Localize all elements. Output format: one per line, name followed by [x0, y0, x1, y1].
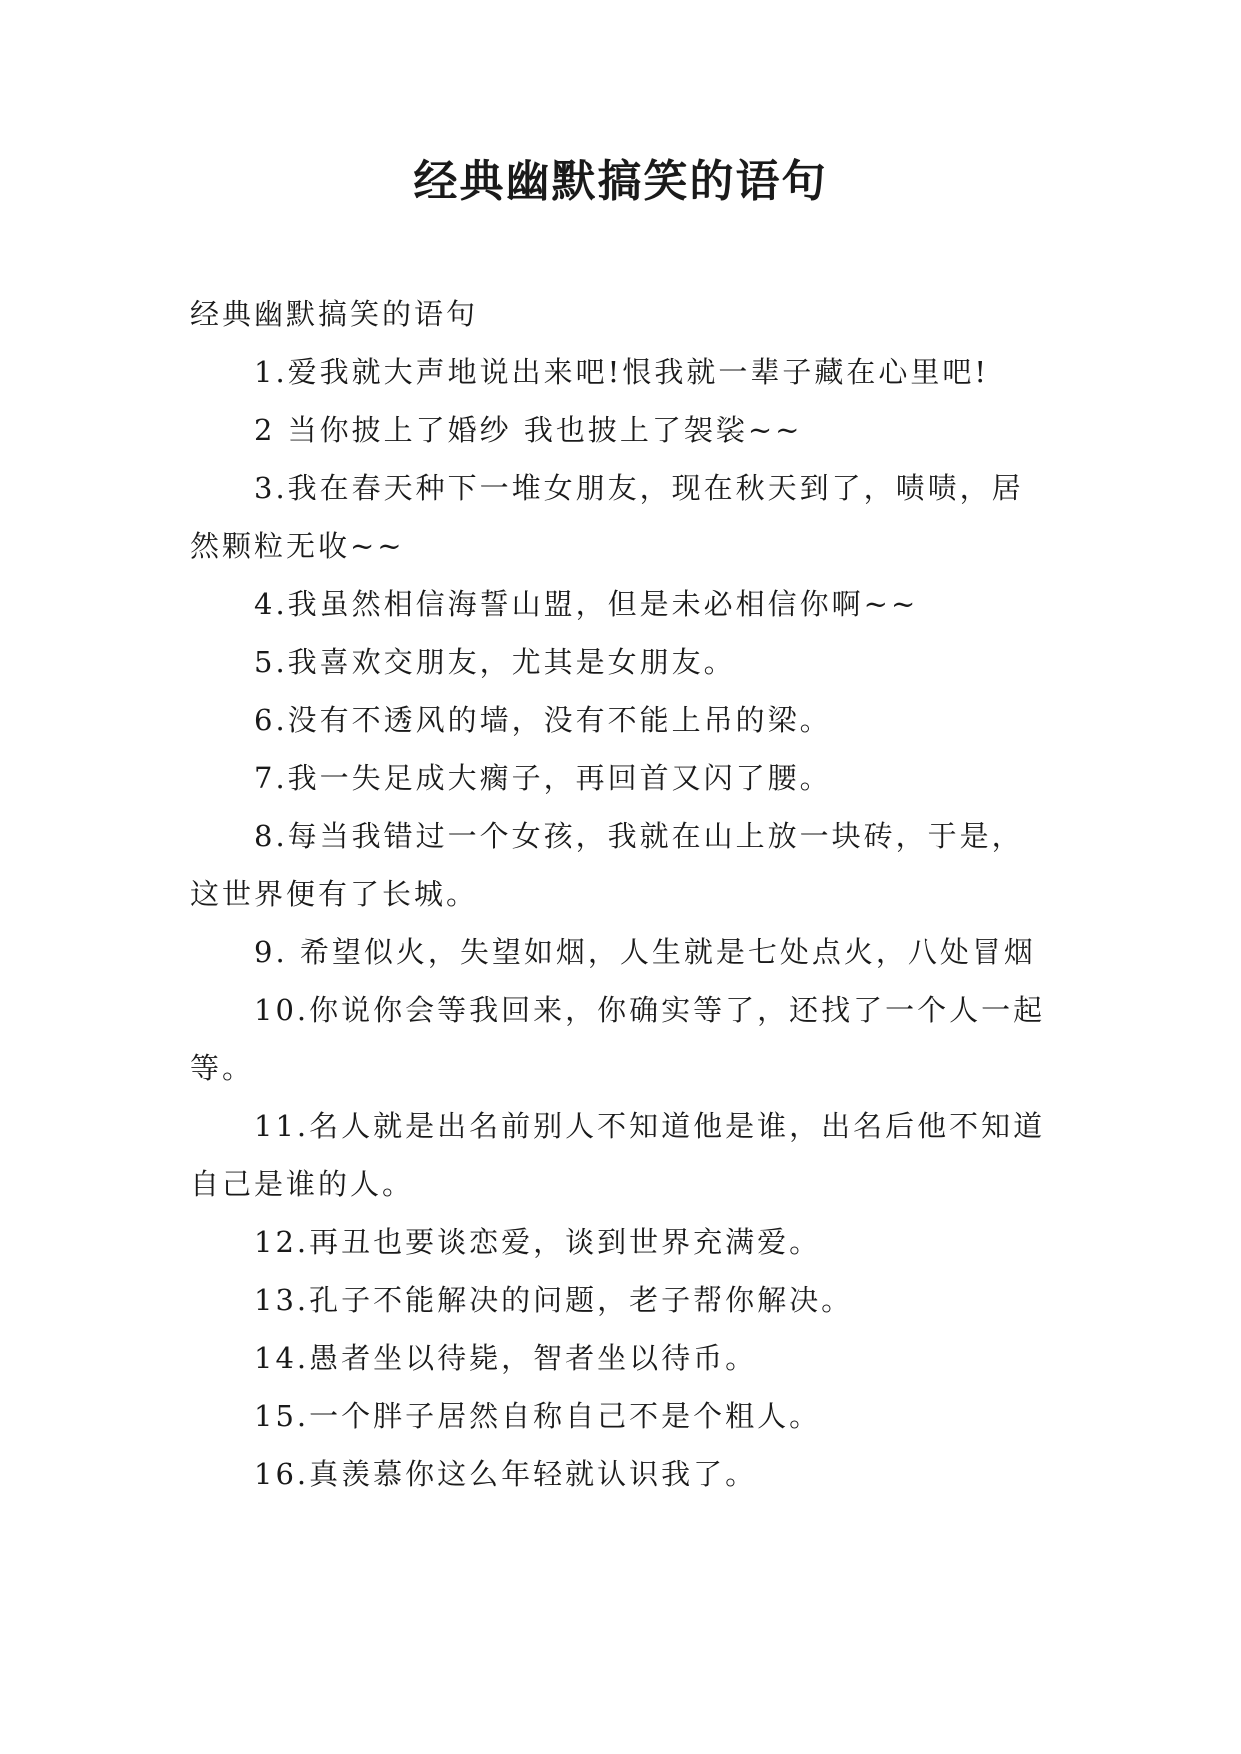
document-title: 经典幽默搞笑的语句	[413, 156, 828, 207]
list-item: 16.真羡慕你这么年轻就认识我了。	[254, 1457, 758, 1491]
document-body	[190, 285, 1050, 1503]
list-item: 2 当你披上了婚纱 我也披上了袈裟~~	[254, 413, 803, 447]
list-item: 10.你说你会等我回来，你确实等了，还找了一个人一起等。	[190, 993, 1046, 1085]
list-item: 3.我在春天种下一堆女朋友，现在秋天到了，啧啧，居然颗粒无收~~	[190, 471, 1024, 563]
document-subtitle: 经典幽默搞笑的语句	[190, 297, 479, 331]
list-item: 6.没有不透风的墙，没有不能上吊的梁。	[254, 703, 832, 737]
list-item: 8.每当我错过一个女孩，我就在山上放一块砖，于是，这世界便有了长城。	[190, 819, 1024, 911]
list-item: 14.愚者坐以待毙，智者坐以待币。	[254, 1341, 758, 1375]
list-item: 11.名人就是出名前别人不知道他是谁，出名后他不知道自己是谁的人。	[190, 1109, 1046, 1201]
list-item: 15.一个胖子居然自称自己不是个粗人。	[254, 1399, 822, 1433]
list-item: 13.孔子不能解决的问题，老子帮你解决。	[254, 1283, 854, 1317]
list-item: 1.爱我就大声地说出来吧!恨我就一辈子藏在心里吧!	[254, 355, 989, 389]
list-item: 4.我虽然相信海誓山盟，但是未必相信你啊~~	[254, 587, 919, 621]
list-item: 12.再丑也要谈恋爱，谈到世界充满爱。	[254, 1225, 822, 1259]
list-item: 7.我一失足成大瘸子，再回首又闪了腰。	[254, 761, 832, 795]
list-item: 9. 希望似火，失望如烟，人生就是七处点火，八处冒烟	[254, 935, 1036, 969]
list-item: 5.我喜欢交朋友，尤其是女朋友。	[254, 645, 736, 679]
